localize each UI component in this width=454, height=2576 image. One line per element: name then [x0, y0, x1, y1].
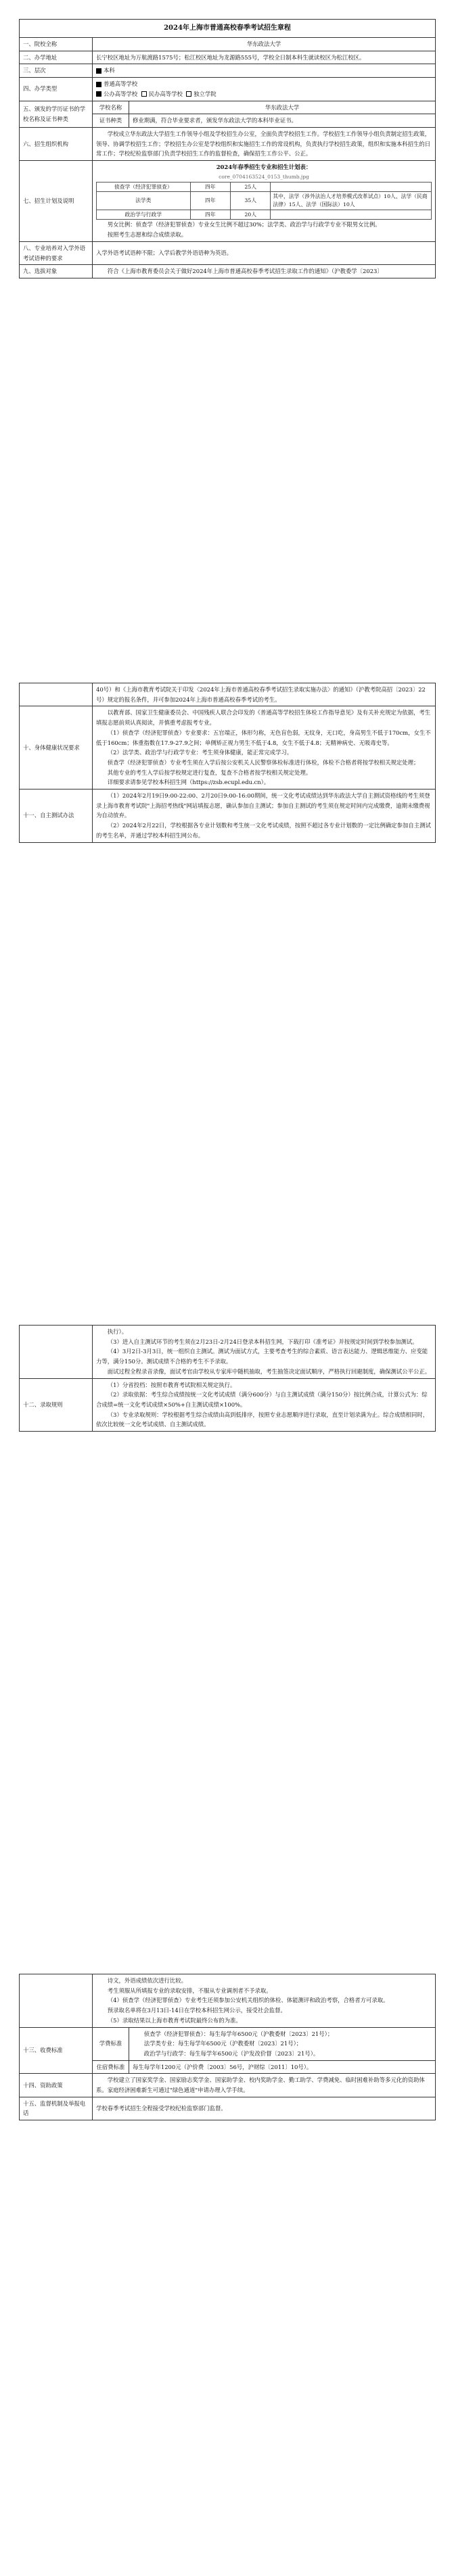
health-text-6: 详细要求请参见学校本科招生网（https://zsb.ecupl.edu.cn）。 [107, 779, 270, 786]
plan-table [96, 182, 432, 220]
fee-dorm-value: 每生每学年1200元（沪价费〔2003〕56号，沪财综〔2011〕10号）。 [129, 2060, 436, 2074]
health-text-2: （1）侦查学（经济犯罪侦查）专业要求：五官端正，体形匀称，无色盲色弱，无纹身，无口吃，身高男生不低于170cm，女生不低于160cm；体重指数在17.9-27.9之间；单侧矫正视力男生不低于4.8，女生不低于4.8；无精神病史、无吸毒史等。 [96, 729, 431, 746]
admit-label: 十二、录取规则 [20, 1378, 93, 1432]
plan-note-2: 按照考生志愿和综合成绩录取。 [107, 231, 187, 239]
row-plan [20, 161, 436, 242]
plan-row [97, 182, 432, 192]
plan-count: 25人 [230, 182, 270, 192]
exam-text-2: （2）2024年2月22日，学校根据各专业计划数和考生统一文化考试成绩，按照不超过各专业计划数的一定比例确定参加自主测试的考生名单，并通过学校本科招生网公布。 [96, 822, 431, 839]
document-page [19, 1974, 435, 2120]
admit-value-cont [93, 1974, 436, 2028]
row-address [20, 51, 436, 64]
level-text: 本科 [104, 67, 115, 74]
aid-label: 十四、资助政策 [20, 2074, 93, 2097]
plan-count: 20人 [230, 210, 270, 220]
address-value: 长宁校区地址为万航渡路1575号；松江校区地址为龙源路555号，学校全日制本科生就读校区为松江校区。 [93, 51, 436, 64]
plan-years: 四年 [190, 210, 230, 220]
fee-tuition-value [129, 2027, 436, 2060]
plan-value [93, 161, 436, 242]
exam-value [93, 789, 436, 843]
row-target-part2 [20, 683, 436, 706]
exam-text-6: 面试过程全程录音录像，面试考官由学校从专家库中随机抽取，考生抽签决定面试顺序，严格执行回避制度，确保测试公平公正。 [107, 1367, 431, 1375]
health-text-3: （2）法学类、政治学与行政学专业：考生须身体健康，能正常完成学习。 [107, 749, 293, 756]
cert-school-value: 华东政法大学 [129, 101, 436, 114]
exam-value-cont [93, 1326, 436, 1379]
school-name-value: 华东政法大学 [93, 38, 436, 51]
unchecked-box-icon [141, 91, 147, 97]
health-text-1: 以教育部、国家卫生健康委员会、中国残疾人联合会印发的《普通高等学校招生体检工作指导意见》及有关补充规定为依据，考生填报志愿前须认真阅读，并慎重考虑报考专业。 [96, 709, 431, 727]
cert-label: 五、颁发的学历证书的学校名称及证书种类 [20, 101, 93, 127]
health-value [93, 706, 436, 789]
admit-text-1: （1）分省投档：按照市教育考试院相关规定执行。 [107, 1381, 236, 1388]
fee-tuition-text-1: 侦查学（经济犯罪侦查）：每生每学年6500元（沪教委财〔2023〕21号）； [143, 2030, 334, 2037]
language-value: 入学外语考试语种不限；入学后教学外语语种为英语。 [93, 241, 436, 264]
row-exam-cont [20, 1326, 436, 1379]
admit-text-5: 考生须服从所填报专业的录取安排，不服从专业调剂者不予录取。 [107, 1987, 272, 1994]
row-cert-school [20, 101, 436, 114]
level-label: 三、层次 [20, 64, 93, 78]
type-label: 四、办学类型 [20, 78, 93, 101]
row-fee-tuition [20, 2027, 436, 2060]
plan-title: 2024年春季招生专业和招生计划表： [216, 164, 312, 171]
plan-row [97, 192, 432, 210]
plan-note-1: 男女比例：侦查学（经济犯罪侦查）专业女生比例不超过30%；法学类、政治学与行政学专业不限男女比例。 [107, 221, 381, 228]
exam-text-3: 执行）。 [107, 1328, 128, 1335]
row-type [20, 78, 436, 101]
org-label: 六、招生组织机构 [20, 127, 93, 160]
cert-type-value: 修业期满，符合毕业要求者，颁发华东政法大学的本科毕业证书。 [129, 114, 436, 128]
supervision-value: 学校春季考试招生全程接受学校纪检监察部门监督。 [93, 2097, 436, 2120]
supervision-label: 十五、监督机制及举报电话 [20, 2097, 93, 2120]
row-school-name [20, 38, 436, 51]
admit-text-2: （2）录取依据：考生综合成绩按统一文化考试成绩（满分600分）与自主测试成绩（满分150分）按比例合成，计算公式为：综合成绩=统一文化考试成绩×50%+自主测试成绩×100%。 [96, 1391, 428, 1408]
admit-value [93, 1378, 436, 1432]
checked-box-icon [96, 82, 101, 87]
checked-box-icon [96, 68, 101, 74]
row-aid [20, 2074, 436, 2097]
regulation-table-cont3 [19, 1974, 436, 2120]
target-value-part2: 40号）和《上海市教育考试院关于印发〈2024年上海市普通高校春季考试招生录取实施办法〉的通知》（沪教考院高招〔2023〕22号）规定的报名条件，并可参加2024年上海市普通高校春季考试的考生。 [93, 683, 436, 706]
target-label: 九、选拔对象 [20, 265, 93, 278]
type-opt4-text: 独立学院 [194, 90, 217, 97]
fee-label: 十三、收费标准 [20, 2027, 93, 2074]
admit-text-7: 预录取名单将在3月13日-14日在学校本科招生网公示，接受社会监督。 [107, 2007, 286, 2014]
row-language [20, 241, 436, 264]
health-label: 十、身体健康状况要求 [20, 706, 93, 789]
type-options [93, 78, 436, 101]
exam-label: 十一、自主测试办法 [20, 789, 93, 843]
type-opt3-text: 民办高等学校 [148, 90, 183, 97]
row-org [20, 127, 436, 160]
row-supervision [20, 2097, 436, 2120]
address-label: 二、办学地址 [20, 51, 93, 64]
plan-note [271, 210, 432, 220]
health-text-4: 侦查学（经济犯罪侦查）专业考生须在入学后按公安机关人民警察体检标准进行体检，体检不合格者将按学校相关规定处理； [107, 758, 419, 766]
plan-image-placeholder: core_0704163524_0153_thumb.jpg [219, 173, 309, 180]
document-title: 2024年上海市普通高校春季考试招生章程 [20, 20, 436, 38]
checked-box-icon [96, 91, 101, 97]
exam-text-4: （3）进入自主测试环节的考生须在2月23日-2月24日登录本科招生网，下载打印《准考证》并按规定时间到学校参加测试。 [107, 1338, 418, 1345]
document-page [19, 1325, 435, 1432]
unchecked-box-icon [186, 91, 191, 97]
document-page [19, 19, 435, 278]
fee-tuition-text-2: 法学类专业：每生每学年6500元（沪教委财〔2023〕21号）； [143, 2040, 302, 2047]
plan-note [271, 182, 432, 192]
regulation-table-cont2 [19, 1325, 436, 1432]
admit-text-3: （3）专业录取规则：学校根据考生综合成绩由高到低排序，按照专业志愿顺序进行录取，直至计划录满为止。综合成绩相同时，依次比较统一文化考试成绩、自主测试成绩。 [96, 1411, 429, 1428]
level-value [93, 64, 436, 78]
aid-text: 学校建立了国家奖学金、国家励志奖学金、国家助学金、校内奖助学金、勤工助学、学费减免、临时困难补助等多元化的资助体系。家庭经济困难新生可通过"绿色通道"申请办理入学手续。 [96, 2076, 425, 2094]
row-exam [20, 789, 436, 843]
school-name-label: 一、院校全称 [20, 38, 93, 51]
fee-tuition-text-3: 政治学与行政学：每生每学年6500元（沪发改价督〔2023〕21号）。 [143, 2049, 319, 2057]
admit-text-8: （5）录取结果以上海市教育考试院最终公布的为准。 [107, 2016, 242, 2024]
plan-major: 侦查学（经济犯罪侦查） [97, 182, 191, 192]
row-health [20, 706, 436, 789]
plan-count: 35人 [230, 192, 270, 210]
type-opt1-text: 普通高等学校 [104, 80, 138, 88]
admit-label-cont [20, 1974, 93, 2028]
target-label-cont [20, 683, 93, 706]
plan-label: 七、招生计划及说明 [20, 161, 93, 242]
plan-row [97, 210, 432, 220]
type-option-1 [96, 79, 432, 89]
plan-major: 法学类 [97, 192, 191, 210]
fee-tuition-label: 学费标准 [93, 2027, 129, 2060]
org-value [93, 127, 436, 160]
plan-years: 四年 [190, 182, 230, 192]
regulation-table [19, 19, 436, 278]
exam-text-1: （1）2024年2月19日9:00-22:00、2月20日9:00-16:00期间，统一文化考试成绩达到华东政法大学自主测试资格线的考生须登录上海市教育考试院"上海招考热线"网站填报志愿，确认参加自主测试；参加自主测试的考生须在规定时间内完成缴费，逾期未缴费视为自动放弃。 [96, 792, 430, 819]
regulation-table-cont [19, 683, 436, 843]
row-level [20, 64, 436, 78]
language-label: 八、专业培养对入学外语考试语种的要求 [20, 241, 93, 264]
cert-type-label: 证书种类 [93, 114, 129, 128]
plan-major: 政治学与行政学 [97, 210, 191, 220]
health-text-5: 其他专业的考生入学后按学校规定进行复查，复查不合格者按学校相关规定处理。 [107, 769, 312, 776]
aid-value [93, 2074, 436, 2097]
type-option-row-2 [96, 89, 432, 99]
row-admit-cont [20, 1974, 436, 2028]
exam-label-cont [20, 1326, 93, 1379]
target-value-part1 [93, 265, 436, 278]
org-text: 学校成立华东政法大学招生工作领导小组及学校招生办公室，全面负责学校招生工作。学校招生工作领导小组负责制定招生政策，领导、协调学校招生工作；学校招生办公室是学校组织和实施招生工作的常设机构，负责执行学校招生政策，组织和实施本科招生的日常工作；学校纪检监察部门负责学校招生工作的监督检查，确保招生工作公平、公正。 [96, 130, 431, 157]
plan-note: 其中，法学（涉外法治人才培养模式改革试点）10人、法学（民商法律）15人、法学（国际法）10人 [271, 192, 432, 210]
document-page [19, 683, 435, 843]
admit-text-4: 诗文，外语成绩依次进行比较。 [107, 1977, 187, 1984]
target-text-a: 符合《上海市教育委员会关于做好2024年上海市普通高校春季考试招生录取工作的通知》（沪教委学〔2023〕 [107, 268, 383, 275]
type-opt2-text: 公办高等学校 [104, 90, 138, 97]
cert-school-label: 学校名称 [93, 101, 129, 114]
fee-dorm-label: 住宿费标准 [93, 2060, 129, 2074]
row-admit [20, 1378, 436, 1432]
plan-years: 四年 [190, 192, 230, 210]
exam-text-5: （4）3月2日-3月3日，统一组织自主测试。测试为面试方式，主要考查考生的综合素质、语言表达能力、逻辑思维能力、应变能力等，满分150分。测试成绩不合格的考生不予录取。 [96, 1348, 428, 1365]
admit-text-6: （4）侦查学（经济犯罪侦查）专业考生还须参加公安机关组织的体检、体能测评和政治考察，合格者方可录取。 [107, 1997, 389, 2004]
row-target-part1 [20, 265, 436, 278]
title-row [20, 20, 436, 38]
